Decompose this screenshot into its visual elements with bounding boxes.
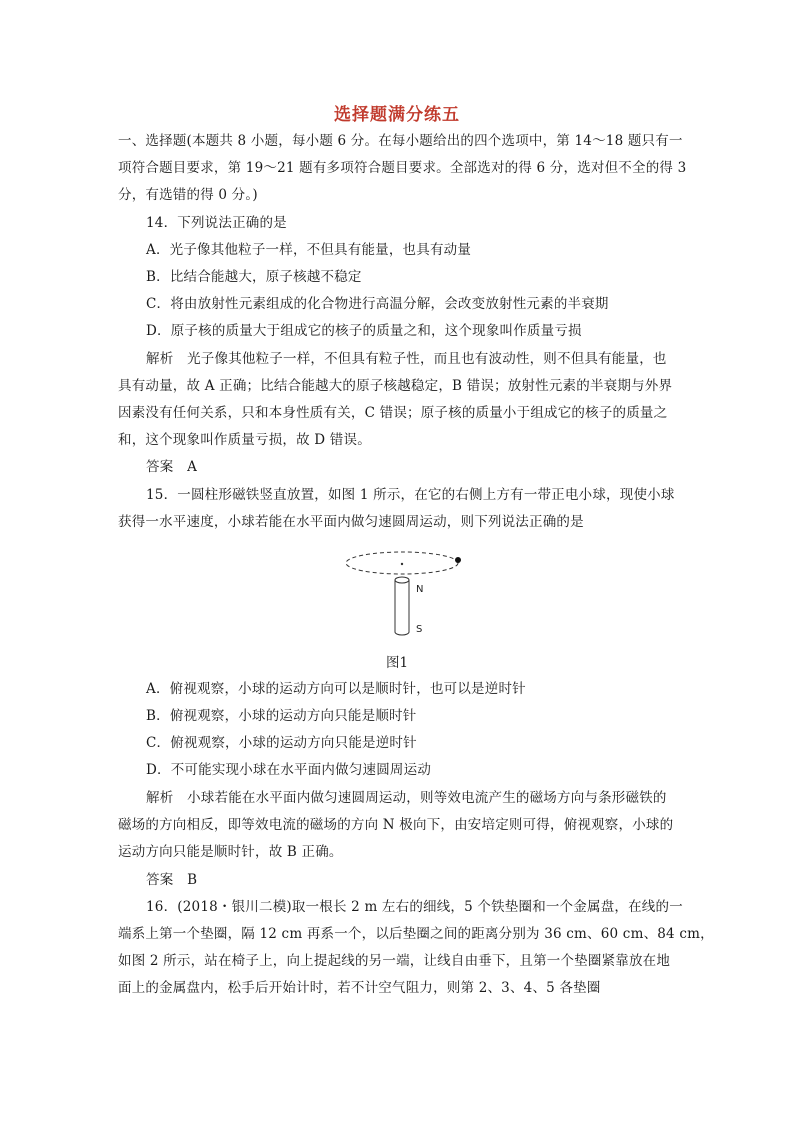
q14-option-c: C．将由放射性元素组成的化合物进行高温分解，会改变放射性元素的半衰期 (146, 296, 609, 312)
figure-1-caption: 图1 (385, 655, 409, 671)
q14-stem: 14．下列说法正确的是 (146, 215, 287, 231)
q15-answer: 答案 B (146, 872, 198, 888)
south-pole-label: S (416, 624, 423, 635)
magnet-bottom (395, 632, 409, 635)
q16-stem-line: 端系上第一个垫圈，隔 12 cm 再系一个，以后垫圈之间的距离分别为 36 cm、60 cm、84 cm， (118, 926, 714, 942)
q14-analysis-line: 因素没有任何关系，只和本身性质有关，C 错误；原子核的质量小于组成它的核子的质量之 (118, 405, 668, 421)
page-title: 选择题满分练五 (334, 105, 460, 125)
magnet-top (395, 577, 409, 583)
q16-stem-line: 面上的金属盘内，松手后开始计时，若不计空气阻力，则第 2、3、4、5 各垫圈 (118, 980, 601, 996)
orbit-center-dot (401, 563, 403, 565)
q15-option-d: D．不可能实现小球在水平面内做匀速圆周运动 (146, 762, 432, 778)
q15-option-c: C．俯视观察，小球的运动方向只能是逆时针 (146, 735, 417, 751)
q16-stem-line: 16．(2018・银川二模)取一根长 2 m 左右的细线，5 个铁垫圈和一个金属盘，在线的一 (146, 899, 683, 915)
figure-1-magnet-diagram (340, 548, 470, 648)
q14-analysis-line: 具有动量，故 A 正确；比结合能越大的原子核越稳定，B 错误；放射性元素的半衰期与外界 (118, 378, 673, 394)
q15-stem-line: 获得一水平速度，小球若能在水平面内做匀速圆周运动，则下列说法正确的是 (118, 514, 584, 530)
q14-analysis-line: 和，这个现象叫作质量亏损，故 D 错误。 (118, 432, 371, 448)
q14-option-a: A．光子像其他粒子一样，不但具有能量，也具有动量 (146, 242, 472, 258)
q15-stem-line: 15．一圆柱形磁铁竖直放置，如图 1 所示，在它的右侧上方有一带正电小球，现使小球 (146, 487, 675, 503)
q15-option-b: B．俯视观察，小球的运动方向只能是顺时针 (146, 708, 417, 724)
q15-option-a: A．俯视观察，小球的运动方向可以是顺时针，也可以是逆时针 (146, 681, 526, 697)
q15-analysis-line: 解析 小球若能在水平面内做匀速圆周运动，则等效电流产生的磁场方向与条形磁铁的 (146, 790, 667, 806)
q14-answer: 答案 A (146, 459, 198, 475)
charged-ball (455, 557, 461, 563)
q14-option-b: B．比结合能越大，原子核越不稳定 (146, 269, 362, 285)
q15-analysis-line: 磁场的方向相反，即等效电流的磁场的方向 N 极向下，由安培定则可得，俯视观察，小球的 (118, 817, 674, 833)
instructions-line: 分，有选错的得 0 分。) (118, 187, 258, 203)
q15-analysis-line: 运动方向只能是顺时针，故 B 正确。 (118, 844, 343, 860)
q16-stem-line: 如图 2 所示，站在椅子上，向上提起线的另一端，让线自由垂下，且第一个垫圈紧靠放在地 (118, 953, 671, 969)
instructions-line: 项符合题目要求，第 19～21 题有多项符合题目要求。全部选对的得 6 分，选对但不全的得 3 (118, 160, 687, 176)
q14-option-d: D．原子核的质量大于组成它的核子的质量之和，这个现象叫作质量亏损 (146, 323, 582, 339)
instructions-line: 一、选择题(本题共 8 小题，每小题 6 分。在每小题给出的四个选项中，第 14～18 题只有一 (118, 133, 683, 149)
q14-analysis-line: 解析 光子像其他粒子一样，不但具有粒子性，而且也有波动性，则不但具有能量，也 (146, 351, 667, 367)
north-pole-label: N (416, 584, 424, 595)
